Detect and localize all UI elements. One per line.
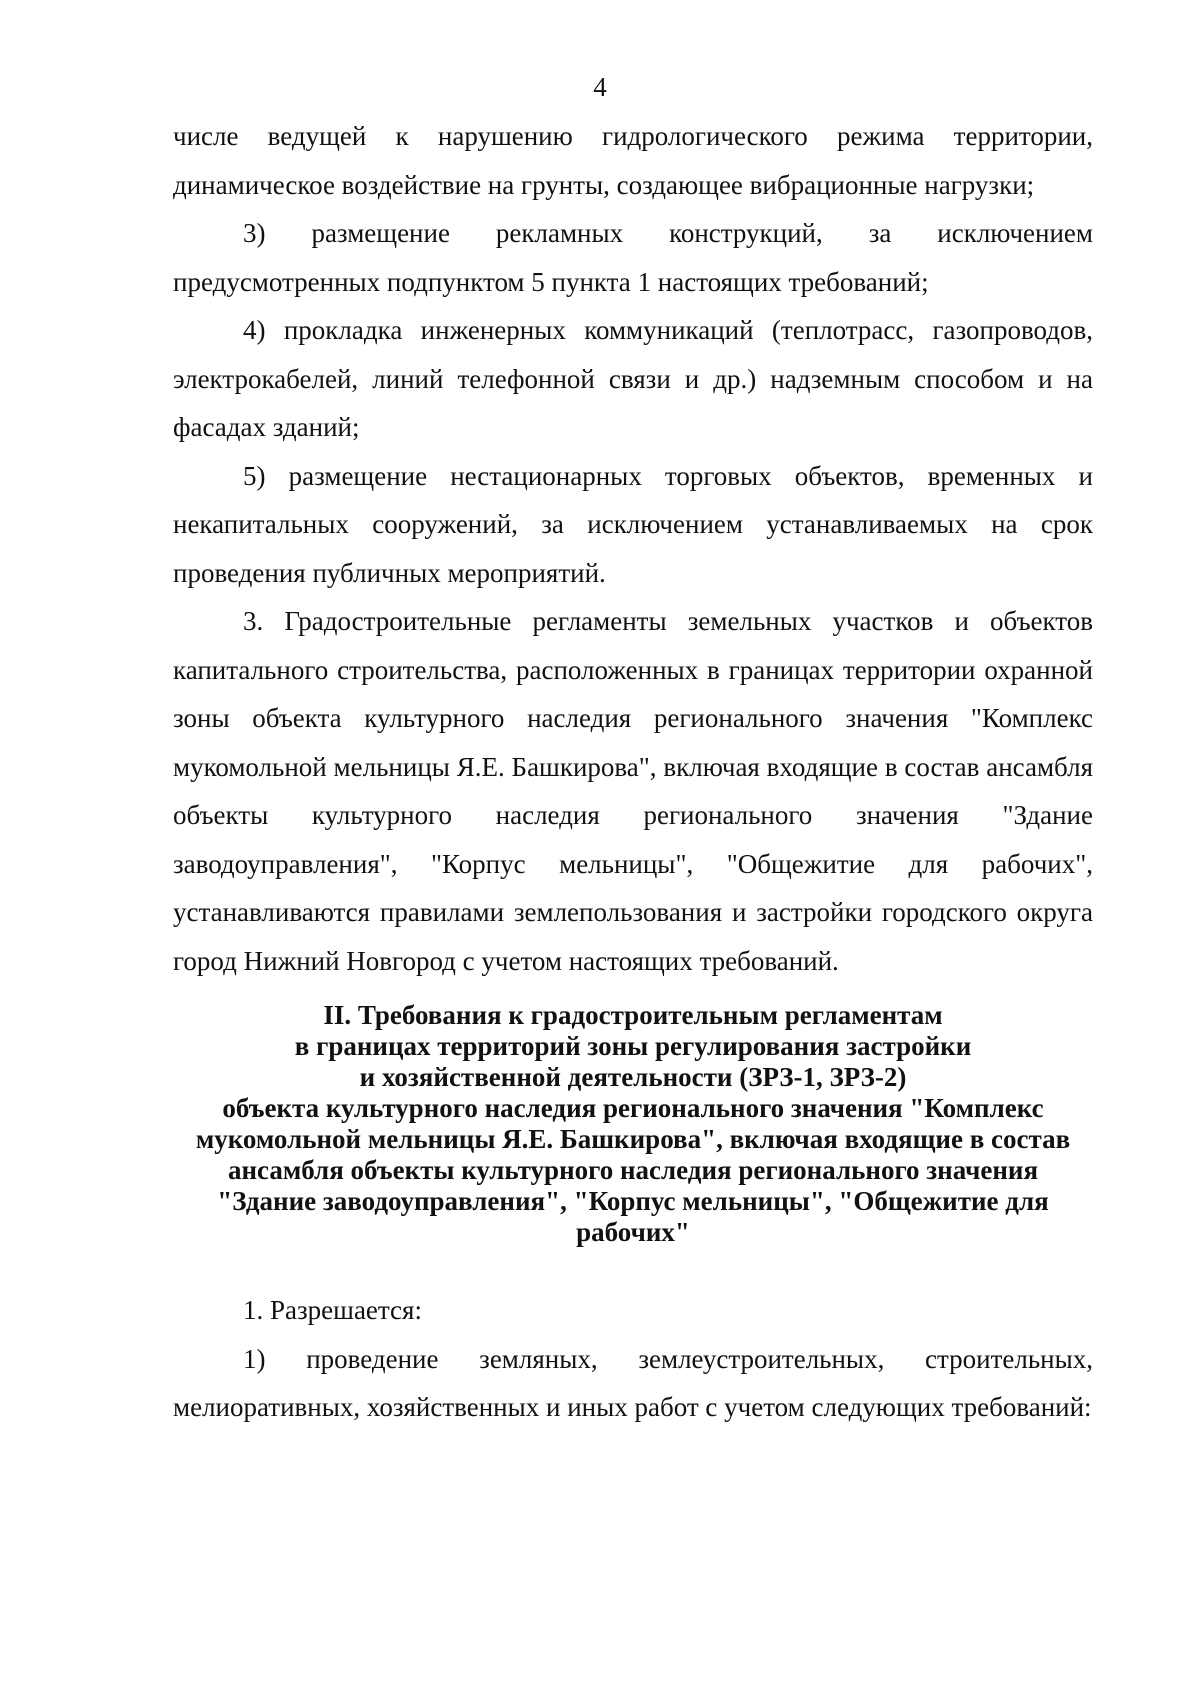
paragraph-item-1: 1) проведение земляных, землеустроительных, строительных, мелиоративных, хозяйственных и иных работ с учетом следующих требований: bbox=[173, 1343, 1093, 1422]
section-heading bbox=[173, 1000, 1093, 1248]
paragraph-clause-3: 3. Градостроительные регламенты земельных участков и объектов капитального строительства, расположенных в границах территории охранной зоны объекта культурного наследия регионального значения "Комплекс мукомольной мельницы Я.Е. Башкирова", включая входящие в состав ансамбля объекты культурного наследия регионального значения "Здание заводоуправления", "Корпус мельницы", "Общежитие для рабочих", устанавливаются правилами землепользования и застройки городского округа город Нижний Новгород с учетом настоящих требований. bbox=[173, 606, 1093, 976]
paragraph-item-5: 5) размещение нестационарных торговых объектов, временных и некапитальных сооружений, за исключением устанавливаемых на срок проведения публичных мероприятий. bbox=[173, 460, 1093, 588]
section-heading-line: ансамбля объекты культурного наследия регионального значения bbox=[227, 1155, 1039, 1185]
section-heading-line: "Здание заводоуправления", "Корпус мельницы", "Общежитие для bbox=[217, 1186, 1049, 1216]
paragraph-item-4: 4) прокладка инженерных коммуникаций (теплотрасс, газопроводов, электрокабелей, линий телефонной связи и др.) надземным способом и на фасадах зданий; bbox=[173, 315, 1093, 442]
document-body bbox=[173, 112, 1093, 1432]
paragraph-item-3: 3) размещение рекламных конструкций, за исключением предусмотренных подпунктом 5 пункта 1 настоящих требований; bbox=[173, 218, 1093, 297]
paragraph-continuation: числе ведущей к нарушению гидрологического режима территории, динамическое воздействие на грунты, создающее вибрационные нагрузки; bbox=[173, 121, 1093, 200]
page-number: 4 bbox=[593, 72, 607, 102]
section-heading-line: мукомольной мельницы Я.Е. Башкирова", включая входящие в состав bbox=[195, 1124, 1071, 1154]
section-heading-line: объекта культурного наследия регионального значения "Комплекс bbox=[222, 1093, 1044, 1123]
section-heading-line: и хозяйственной деятельности (ЗРЗ-1, ЗРЗ-2) bbox=[359, 1062, 907, 1092]
section-heading-line: в границах территорий зоны регулирования застройки bbox=[294, 1031, 972, 1061]
section-heading-line: рабочих" bbox=[576, 1217, 690, 1247]
section-heading-line: II. Требования к градостроительным регламентам bbox=[323, 1000, 943, 1030]
paragraph-clause-1: 1. Разрешается: bbox=[243, 1295, 422, 1325]
